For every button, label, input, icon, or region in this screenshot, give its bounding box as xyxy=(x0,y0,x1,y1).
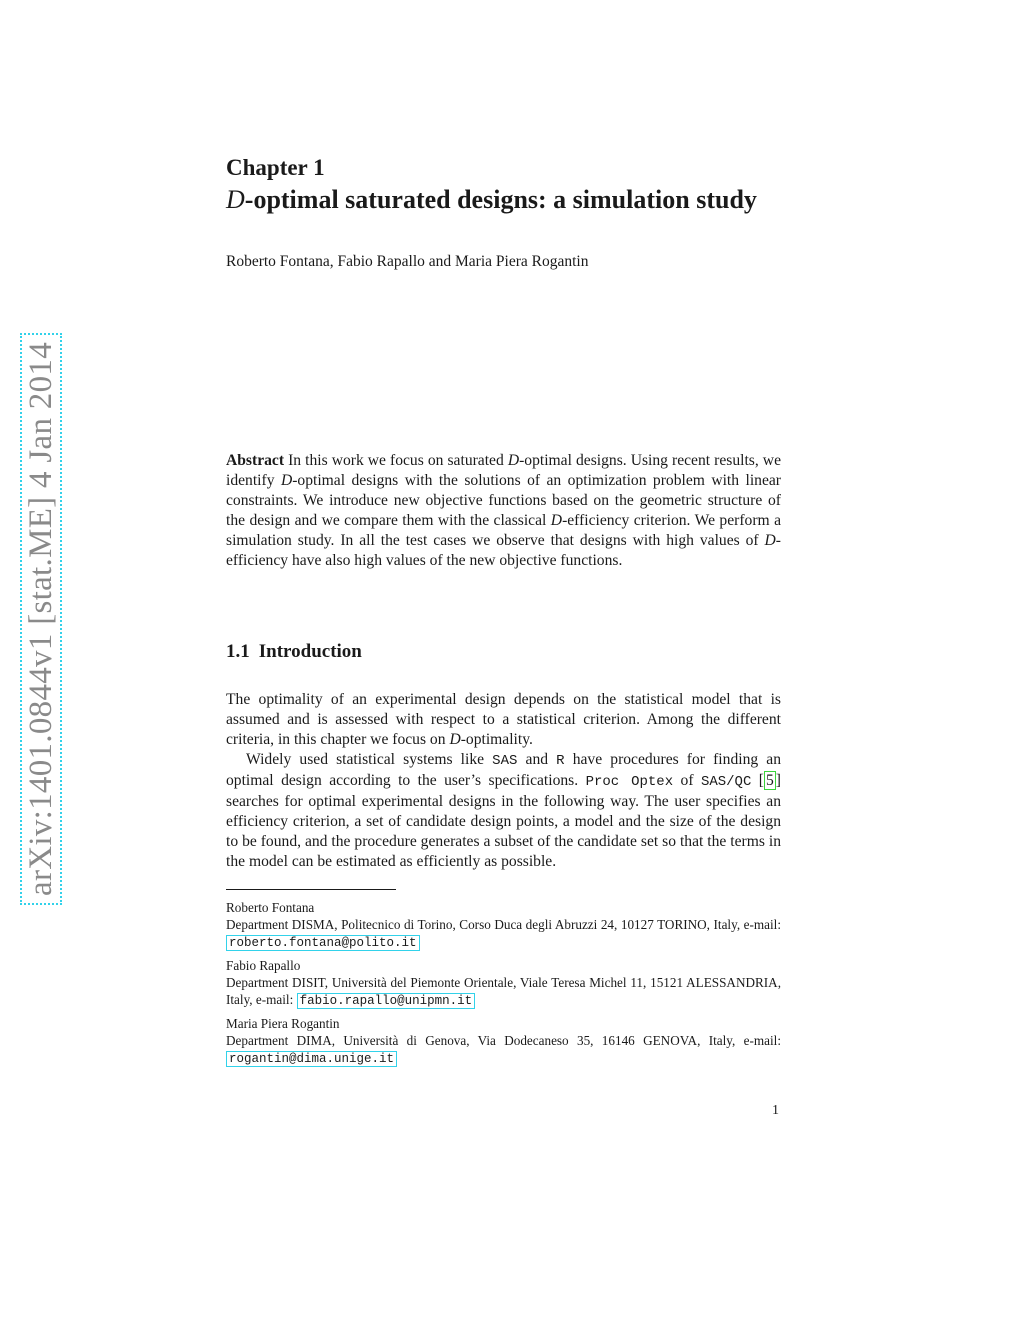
abstract-text: -optimal designs with the solutions of an optimization problem with linear constraints. We introduce new objective functions based on the geometric structure of the design and we compare them with the classical xyxy=(226,472,781,529)
email-link[interactable]: rogantin@dima.unige.it xyxy=(226,1051,397,1067)
authors: Roberto Fontana, Fabio Rapallo and Maria Piera Rogantin xyxy=(226,253,589,270)
code-sas-qc: SAS/QC xyxy=(700,774,752,790)
paper-title xyxy=(226,185,781,215)
intro-text: of xyxy=(673,772,701,789)
intro-paragraph-2 xyxy=(226,750,781,872)
footnote-author-2 xyxy=(226,957,781,1010)
intro-paragraph-1 xyxy=(226,690,781,750)
abstract xyxy=(226,451,781,571)
intro-text: [ xyxy=(751,772,764,789)
arxiv-stamp[interactable]: arXiv:1401.0844v1 [stat.ME] 4 Jan 2014 xyxy=(23,342,59,896)
abstract-d: D xyxy=(507,452,520,469)
code-proc-optex: Proc Optex xyxy=(585,774,674,790)
intro-d: D xyxy=(449,731,461,748)
abstract-d: D xyxy=(550,512,563,529)
abstract-text: -efficiency have also high values of the new objective functions. xyxy=(226,532,781,569)
abstract-text: In this work we focus on saturated xyxy=(284,452,508,469)
abstract-label: Abstract xyxy=(226,452,285,469)
intro-text: The optimality of an experimental design depends on the statistical model that is assumed and is assessed with respect to a statistical criterion. Among the different criteria, in this chapter we focus on xyxy=(226,691,781,748)
page-number: 1 xyxy=(772,1103,779,1118)
abstract-text: -efficiency criterion. We perform a simulation study. In all the test cases we observe that designs with high values of xyxy=(226,512,781,549)
title-rest: -optimal saturated designs: a simulation study xyxy=(244,185,757,214)
section-title: Introduction xyxy=(258,641,362,662)
code-sas: SAS xyxy=(492,753,518,769)
footnote-name: Fabio Rapallo xyxy=(226,958,301,973)
citation-link[interactable]: 5 xyxy=(766,772,774,789)
footnote-rule xyxy=(226,889,396,890)
abstract-text: -optimal designs. Using recent results, we identify xyxy=(226,452,781,489)
footnote-address: Department DISIT, Università del Piemonte Orientale, Viale Teresa Michel 11, 15121 ALESSANDRIA, Italy, e-mail: xyxy=(226,975,781,1007)
email-link[interactable]: fabio.rapallo@unipmn.it xyxy=(297,993,476,1009)
intro-text: and xyxy=(517,751,557,768)
introduction-body xyxy=(226,690,781,872)
intro-text: -optimality. xyxy=(460,731,533,748)
email-link[interactable]: roberto.fontana@polito.it xyxy=(226,935,420,951)
intro-text: have procedures for finding an optimal design according to the user’s specifications. xyxy=(226,751,782,789)
chapter-label: Chapter 1 xyxy=(226,155,325,180)
intro-text: Widely used statistical systems like xyxy=(246,751,493,768)
intro-text: searches for optimal experimental designs in the following way. The user specifies an efficiency criterion, a set of candidate design points, a model and the size of the design to be found, and the procedure generates a subset of the candidate set so that the terms in the model can be estimated as efficiently as possible. xyxy=(226,793,781,870)
footnote-name: Maria Piera Rogantin xyxy=(226,1016,340,1031)
section-heading xyxy=(226,641,781,663)
section-number: 1.1 xyxy=(226,641,250,662)
intro-text: ] xyxy=(775,772,781,789)
code-r: R xyxy=(556,753,565,769)
abstract-d: D xyxy=(764,532,776,549)
footnote-address: Department DISMA, Politecnico di Torino, Corso Duca degli Abruzzi 24, 10127 TORINO, Italy, e-mail: xyxy=(226,917,781,932)
footnote-author-3 xyxy=(226,1015,781,1068)
title-d: D xyxy=(226,185,245,214)
footnote-author-1 xyxy=(226,899,781,952)
abstract-d: D xyxy=(280,472,293,489)
footnote-address: Department DIMA, Università di Genova, Via Dodecaneso 35, 16146 GENOVA, Italy, e-mail: xyxy=(226,1033,781,1048)
footnote-name: Roberto Fontana xyxy=(226,900,315,915)
